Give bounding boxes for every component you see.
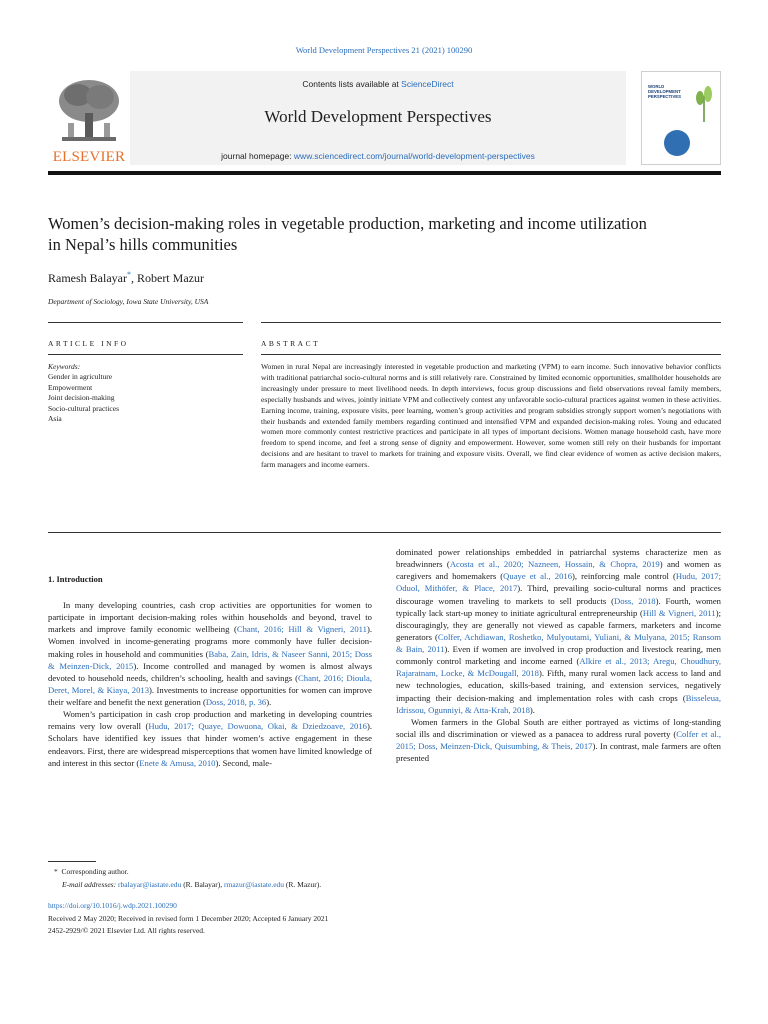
citation-link[interactable]: Hudu, 2017; Quaye, Dowuona, Okai, & Dziedzoave, 2016: [148, 721, 367, 732]
paragraph: [48, 708, 372, 769]
running-head[interactable]: World Development Perspectives 21 (2021) 100290: [295, 45, 473, 55]
journal-masthead: [48, 71, 721, 165]
body-text: Women farmers in the Global South are either portrayed as victims of long-standing social ills and discrimination or viewed as a panacea to address rural poverty (: [396, 716, 721, 739]
email-label: E-mail addresses:: [62, 880, 117, 889]
email-link-balayar[interactable]: rbalayar@iastate.edu: [117, 880, 182, 889]
citation-link[interactable]: Alkire et al., 2013; Aregu, Choudhury, Rajaratnam, Locke, & McDougall, 2018: [396, 656, 721, 679]
body-text: ). Third, prevailing socio-cultural norms and practices discourage women traveling to markets to sell products (: [396, 583, 721, 606]
citation-link[interactable]: Hill & Vigneri, 2011: [642, 607, 716, 618]
cover-plant-icon: [694, 82, 714, 122]
body-text: ). Fourth, women typically lack start-up money to initiate agricultural entrepreneurship (: [396, 595, 721, 618]
contents-prefix: Contents lists available at: [302, 79, 402, 89]
journal-title: World Development Perspectives: [264, 107, 492, 126]
citation-link[interactable]: Chant, 2016; Dioula, Deret, Morel, & Kiaya, 2013: [48, 672, 372, 695]
author-1[interactable]: Ramesh Balayar: [48, 271, 127, 285]
body-text: ). Scholars have identified key issues that hinder women’s active engagement in these endeavors. First, there are widespread misperceptions that women have limited knowledge of and interest in this sector (: [48, 721, 372, 768]
citation-link[interactable]: Quaye et al., 2016: [503, 571, 573, 582]
paragraph: [48, 599, 372, 708]
section-heading-introduction: 1. Introduction: [48, 574, 103, 584]
body-text: ). Investments to increase opportunities for women can improve their welfare and benefit the next generation (: [48, 684, 372, 707]
copyright-line: 2452-2929/© 2021 Elsevier Ltd. All rights reserved.: [48, 926, 205, 935]
citation-link[interactable]: Bisseleua, Idrissou, Ogunniyi, & Atta-Krah, 2018: [396, 692, 721, 715]
body-text: ). Second, male-: [215, 757, 272, 768]
masthead-rule: [48, 171, 721, 175]
body-text: ). Women involved in income-generating programs more commonly have fuller decision-making roles in household and communities (: [48, 624, 372, 659]
citation-link[interactable]: Doss, 2018, p. 36: [205, 697, 267, 707]
contents-line: [130, 79, 626, 89]
citation-link[interactable]: Doss, 2018: [614, 595, 656, 606]
keyword: Gender in agriculture: [48, 372, 113, 382]
journal-homepage-link[interactable]: www.sciencedirect.com/journal/world-development-perspectives: [293, 151, 535, 161]
sciencedirect-link[interactable]: ScienceDirect: [401, 79, 454, 89]
elsevier-logo[interactable]: [48, 71, 130, 165]
body-text: In many developing countries, cash crop activities are opportunities for women to participate in important decision-making roles within households and beyond, travel to markets and improve family economic wellbeing (: [48, 600, 372, 635]
article-info-rule-bottom: [48, 354, 243, 355]
elsevier-wordmark: ELSEVIER: [52, 149, 126, 165]
footnote-mark: *: [54, 867, 58, 876]
author-list: [48, 270, 204, 286]
corresponding-author-mark[interactable]: *: [126, 270, 131, 279]
author-2[interactable]: Robert Mazur: [136, 271, 204, 285]
body-text: dominated power relationships embedded in patriarchal systems characterize men as breadwinners (: [396, 547, 721, 570]
body-text: ). Income controlled and managed by women is almost always devoted to household needs, children’s schooling, health and savings (: [48, 660, 372, 683]
body-text: ).: [529, 704, 535, 715]
keyword: Asia: [48, 414, 62, 424]
abstract-text: Women in rural Nepal are increasingly interested in vegetable production and marketing (VPM) to earn income. Such innovative behavior conflicts with traditional patriarchal socio-cultural norms and is still relatively rare. Constrained by limited economic opportunities, smallholder households are increasingly under pressure to meet livelihood needs. In depth interviews, focus group discussions and field observations reveal family members, especially husbands and wives, jointly initiate VPM and collectively contest any unfavorable socio-cultural practices against women in these activities. Earning income, training, exposure visits, peer learning, women’s group activities and program subsidies strongly support women’s negotiations with their husbands and extended family members regarding continued and intensified VPM and expanded decision-making roles. Young and educated women more commonly contest restrictive practices and participate in all types of important decisions. Women manage household cash, have more freedom to spend income, and feel a strong sense of dignity and empowerment. However, some women still rely on their husbands for important decisions and are hesitant to travel to markets for training and exposure visits. Overall, we find clear evidence of women as active decision makers, farm managers and income earners.: [261, 362, 721, 470]
paragraph: [396, 716, 721, 765]
elsevier-tree-icon: [56, 77, 122, 145]
email-footnote: [62, 880, 321, 889]
citation-link[interactable]: Chant, 2016; Hill & Vigneri, 2011: [236, 624, 367, 635]
citation-link[interactable]: Colfer, Achdiawan, Roshetko, Mulyoutami, Yuliani, & Mulyana, 2015; Ransom & Bain, 2011: [396, 631, 721, 654]
citation-link[interactable]: Enete & Amusa, 2010: [139, 757, 216, 768]
keyword: Socio-cultural practices: [48, 403, 120, 413]
keywords-block: [48, 362, 243, 424]
body-text: ), reinforcing male control (: [572, 571, 676, 582]
body-text: ) and women as caregivers and homemakers (: [396, 559, 721, 582]
corresponding-author-footnote: [54, 867, 129, 876]
body-text: Women’s participation in cash crop production and marketing in developing countries remains very low overall (: [48, 709, 372, 732]
abstract-heading: ABSTRACT: [261, 339, 321, 348]
paragraph: [396, 546, 721, 716]
body-column-right: [396, 546, 721, 764]
cover-globe-icon: [664, 130, 690, 156]
masthead-center: [130, 71, 626, 165]
article-info-rule-top: [48, 322, 243, 323]
footnote-rule: [48, 861, 96, 862]
cover-title: WORLD DEVELOPMENT PERSPECTIVES: [648, 84, 681, 99]
homepage-prefix: journal homepage:: [221, 151, 294, 161]
homepage-line: [130, 151, 626, 161]
keyword: Joint decision-making: [48, 393, 115, 403]
affiliation: Department of Sociology, Iowa State University, USA: [48, 297, 209, 306]
email-link-mazur[interactable]: rmazur@iastate.edu: [224, 880, 285, 889]
journal-cover-thumbnail[interactable]: [641, 71, 721, 165]
keywords-label: Keywords:: [48, 362, 81, 371]
body-text: ); discouragingly, they are generally not viewed as capable farmers, marketers and income generators (: [396, 607, 721, 642]
citation-link[interactable]: Colfer et al., 2015; Doss, Meinzen-Dick, Quisumbing, & Theis, 2017: [396, 728, 722, 751]
article-info-heading: ARTICLE INFO: [48, 339, 129, 348]
keyword: Empowerment: [48, 382, 93, 392]
abstract-rule-top: [261, 322, 721, 323]
doi-link[interactable]: https://doi.org/10.1016/j.wdp.2021.100290: [48, 901, 177, 910]
abstract-rule-bottom: [261, 354, 721, 355]
body-text: ). Fifth, many rural women lack access to land and new technologies, education, skills-based training, and extension services, negatively impacting their decision-making and implementation roles with cash crops (: [396, 668, 721, 703]
body-column-left: [48, 599, 372, 769]
author-separator: ,: [130, 271, 137, 285]
body-rule: [48, 532, 721, 533]
paper-title: Women’s decision-making roles in vegetable production, marketing and income utilization in Nepal’s hills communities: [48, 214, 647, 254]
body-text: ).: [266, 697, 272, 707]
footnote-text: Corresponding author.: [61, 867, 129, 876]
citation-link[interactable]: Acosta et al., 2020; Nazneen, Hossain, & Chopra, 2019: [449, 559, 660, 570]
body-text: ). In contrast, male farmers are often presented: [396, 741, 721, 764]
body-text: ). Even if women are involved in crop production and livestock rearing, men commonly control marketing and income earned (: [396, 644, 721, 667]
email-owner: (R. Mazur).: [284, 880, 322, 889]
received-dates: Received 2 May 2020; Received in revised form 1 December 2020; Accepted 6 January 2021: [48, 914, 329, 923]
citation-link[interactable]: Baba, Zain, Idris, & Naseer Sanni, 2015; Doss & Meinzen-Dick, 2015: [48, 648, 372, 671]
citation-link[interactable]: Hudu, 2017; Oduol, Mithöfer, & Place, 2017: [396, 571, 721, 594]
email-owner: (R. Balayar),: [181, 880, 225, 889]
